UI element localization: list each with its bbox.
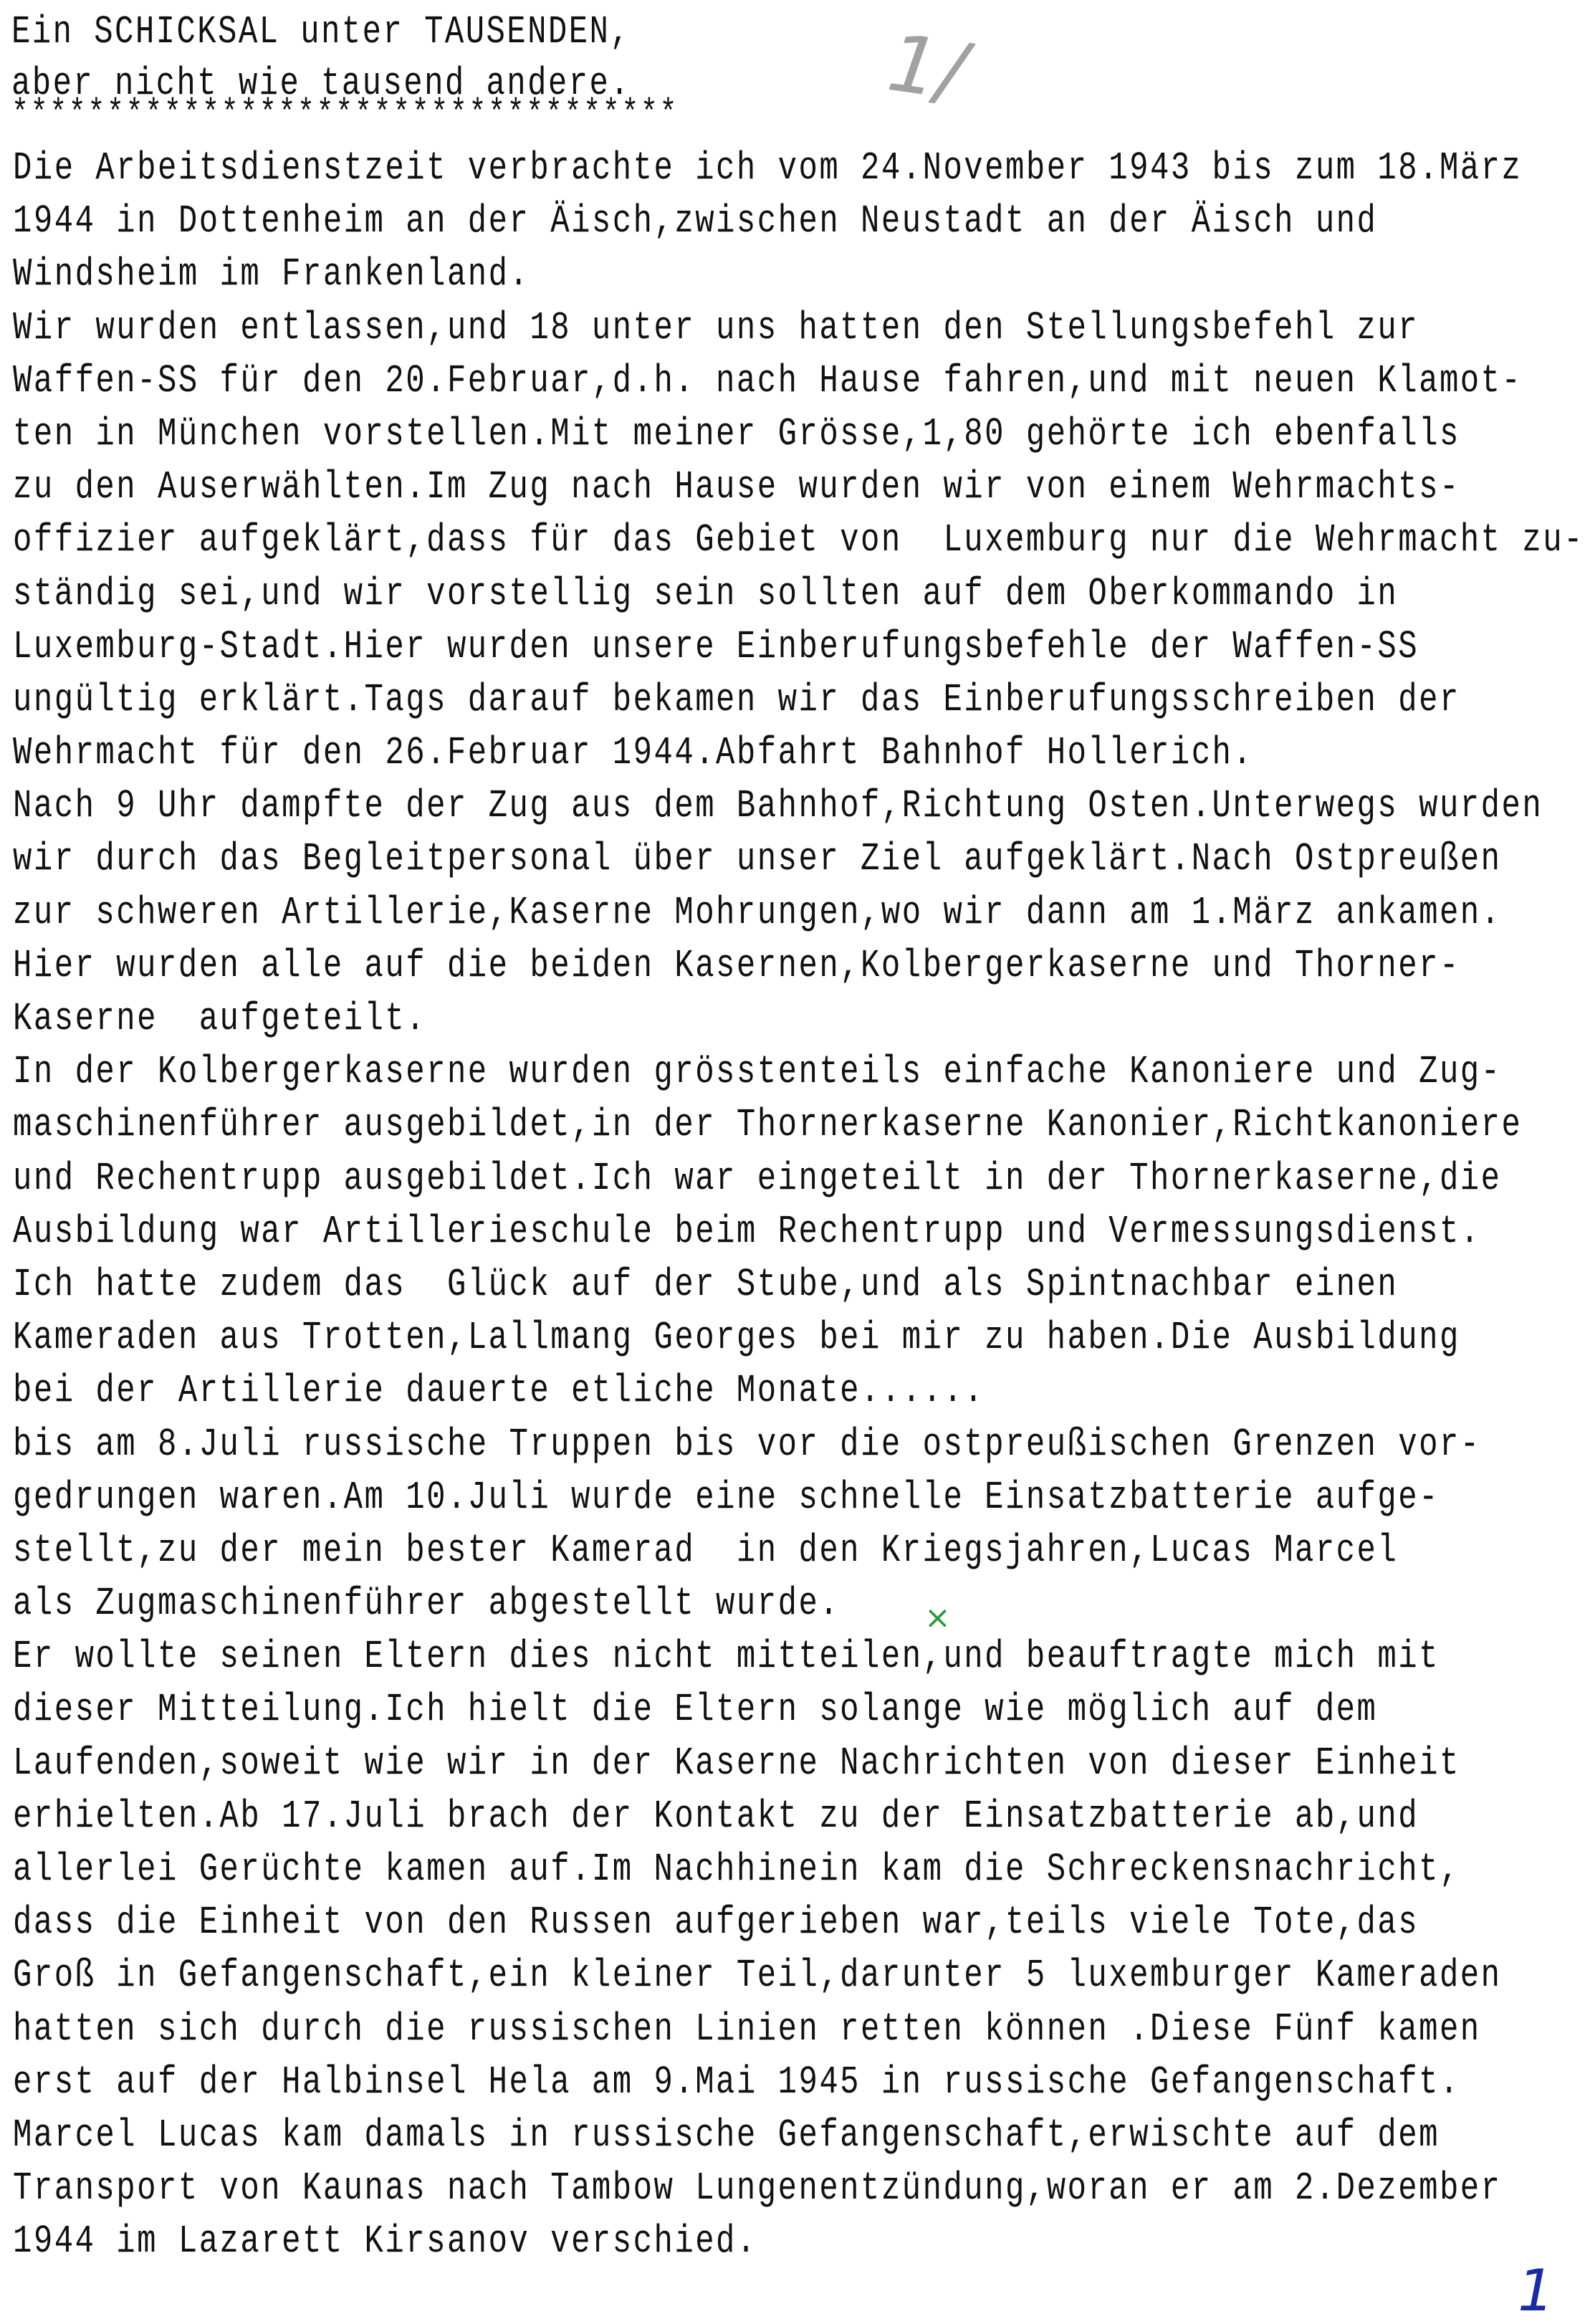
text-line: bis am 8.Juli russische Truppen bis vor die ostpreußischen Grenzen vor- xyxy=(13,1422,1481,1467)
text-line: ständig sei,und wir vorstellig sein sollten auf dem Oberkommando in xyxy=(13,571,1399,616)
text-line: offizier aufgeklärt,dass für das Gebiet von Luxemburg nur die Wehrmacht zu- xyxy=(13,518,1584,563)
text-line: Marcel Lucas kam damals in russische Gefangenschaft,erwischte auf dem xyxy=(13,2113,1440,2158)
text-line: Nach 9 Uhr dampfte der Zug aus dem Bahnhof,Richtung Osten.Unterwegs wurden xyxy=(13,784,1543,829)
green-check-mark: × xyxy=(924,1599,951,1636)
text-line: 1944 im Lazarett Kirsanov verschied. xyxy=(13,2219,757,2265)
text-line: Laufenden,soweit wie wir in der Kaserne Nachrichten von dieser Einheit xyxy=(13,1741,1460,1787)
text-line: Windsheim im Frankenland. xyxy=(13,252,530,297)
document-body xyxy=(13,146,1584,2273)
text-line: Wir wurden entlassen,und 18 unter uns hatten den Stellungsbefehl zur xyxy=(13,305,1419,351)
text-line: Kameraden aus Trotten,Lallmang Georges bei mir zu haben.Die Ausbildung xyxy=(13,1316,1460,1361)
text-line: ten in München vorstellen.Mit meiner Grösse,1,80 gehörte ich ebenfalls xyxy=(13,411,1460,457)
pencil-annotation: 1/ xyxy=(882,16,972,118)
text-line: wir durch das Begleitpersonal über unser Ziel aufgeklärt.Nach Ostpreußen xyxy=(13,837,1502,882)
document-title: Ein SCHICKSAL unter TAUSENDEN, xyxy=(11,10,631,55)
document-subtitle: aber nicht wie tausend andere. xyxy=(11,62,631,107)
text-line: ungültig erklärt.Tags darauf bekamen wir das Einberufungsschreiben der xyxy=(13,677,1460,723)
text-line: als Zugmaschinenführer abgestellt wurde. xyxy=(13,1582,841,1627)
text-line: Transport von Kaunas nach Tambow Lungenentzündung,woran er am 2.Dezember xyxy=(13,2166,1502,2211)
asterisk-separator: *********************************** xyxy=(11,95,679,135)
text-line: Ich hatte zudem das Glück auf der Stube,und als Spintnachbar einen xyxy=(13,1262,1399,1308)
text-line: und Rechentrupp ausgebildet.Ich war eingeteilt in der Thornerkaserne,die xyxy=(13,1156,1502,1202)
text-line: stellt,zu der mein bester Kamerad in den Kriegsjahren,Lucas Marcel xyxy=(13,1528,1399,1574)
text-line: Groß in Gefangenschaft,ein kleiner Teil,darunter 5 luxemburger Kameraden xyxy=(13,1954,1502,1999)
text-line: zu den Auserwählten.Im Zug nach Hause wurden wir von einem Wehrmachts- xyxy=(13,465,1460,510)
text-line: Die Arbeitsdienstzeit verbrachte ich vom 24.November 1943 bis zum 18.März xyxy=(13,146,1523,191)
text-line: maschinenführer ausgebildet,in der Thornerkaserne Kanonier,Richtkanoniere xyxy=(13,1103,1523,1148)
text-line: Luxemburg-Stadt.Hier wurden unsere Einberufungsbefehle der Waffen-SS xyxy=(13,624,1419,670)
text-line: dass die Einheit von den Russen aufgerieben war,teils viele Tote,das xyxy=(13,1900,1419,1946)
text-line: Wehrmacht für den 26.Februar 1944.Abfahrt Bahnhof Hollerich. xyxy=(13,731,1254,776)
text-line: erhielten.Ab 17.Juli brach der Kontakt zu der Einsatzbatterie ab,und xyxy=(13,1794,1419,1840)
text-line: Ausbildung war Artillerieschule beim Rechentrupp und Vermessungsdienst. xyxy=(13,1209,1481,1255)
text-line: zur schweren Artillerie,Kaserne Mohrungen,wo wir dann am 1.März ankamen. xyxy=(13,890,1502,936)
handwritten-page-number: 1 xyxy=(1518,2257,1554,2324)
text-line: 1944 in Dottenheim an der Äisch,zwischen Neustadt an der Äisch und xyxy=(13,199,1378,244)
text-line: erst auf der Halbinsel Hela am 9.Mai 1945 in russische Gefangenschaft. xyxy=(13,2060,1460,2105)
text-line: Waffen-SS für den 20.Februar,d.h. nach Hause fahren,und mit neuen Klamot- xyxy=(13,358,1523,404)
text-line: Er wollte seinen Eltern dies nicht mitteilen,und beauftragte mich mit xyxy=(13,1635,1440,1680)
text-line: gedrungen waren.Am 10.Juli wurde eine schnelle Einsatzbatterie aufge- xyxy=(13,1475,1440,1521)
text-line: dieser Mitteilung.Ich hielt die Eltern solange wie möglich auf dem xyxy=(13,1688,1378,1733)
text-line: Hier wurden alle auf die beiden Kasernen,Kolbergerkaserne und Thorner- xyxy=(13,943,1460,989)
text-line: Kaserne aufgeteilt. xyxy=(13,997,427,1042)
text-line: In der Kolbergerkaserne wurden grösstenteils einfache Kanoniere und Zug- xyxy=(13,1050,1502,1095)
text-line: allerlei Gerüchte kamen auf.Im Nachhinein kam die Schreckensnachricht, xyxy=(13,1847,1460,1893)
text-line: bei der Artillerie dauerte etliche Monate...... xyxy=(13,1369,985,1414)
text-line: hatten sich durch die russischen Linien retten können .Diese Fünf kamen xyxy=(13,2007,1481,2052)
